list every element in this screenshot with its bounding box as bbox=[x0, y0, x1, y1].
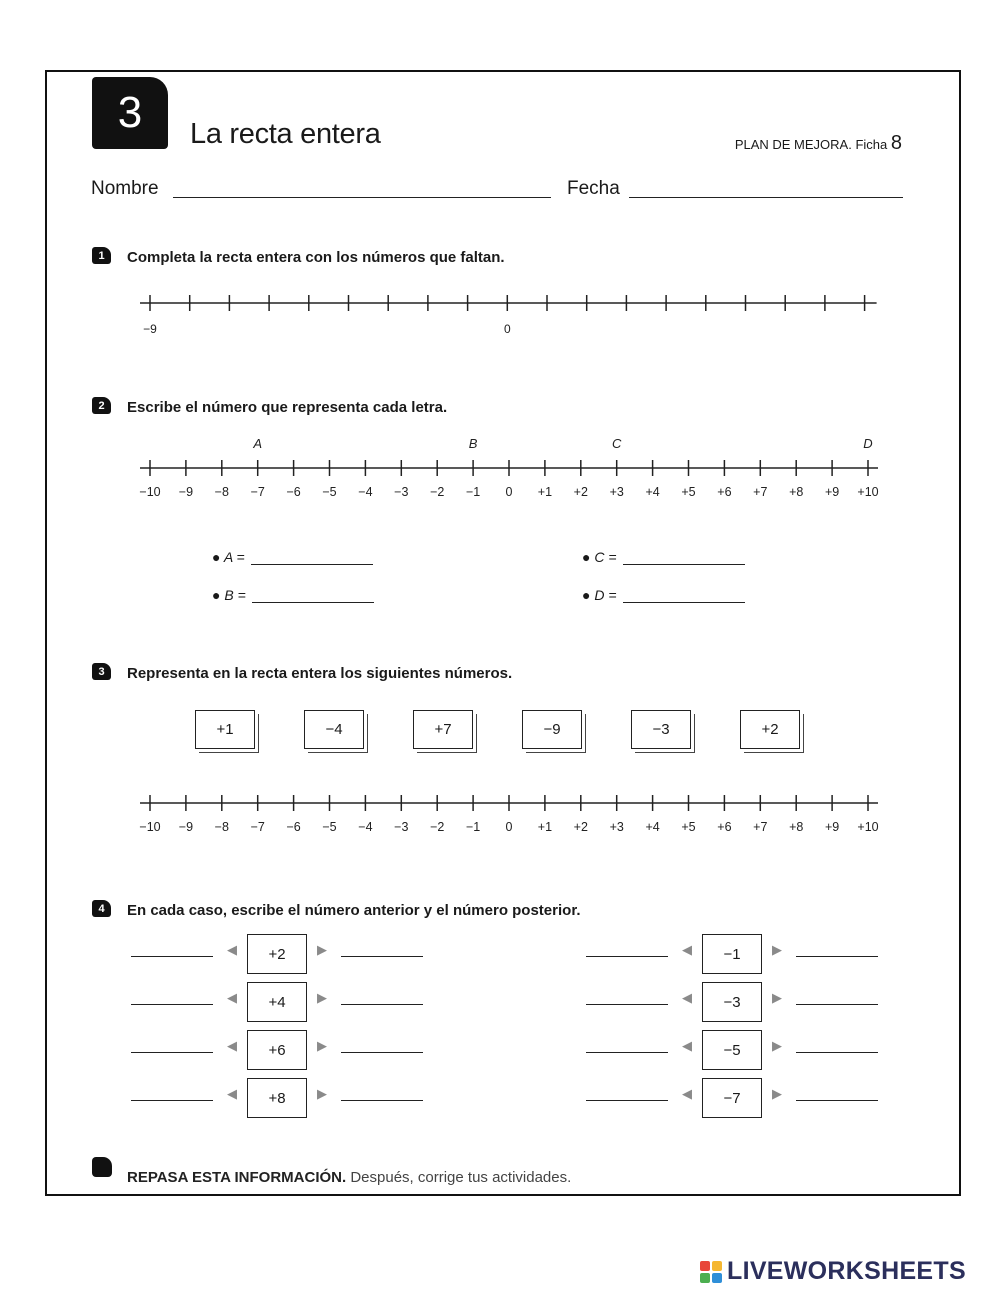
exercise-4-instruction: En cada caso, escribe el número anterior y el número posterior. bbox=[127, 902, 581, 919]
tick-label: +10 bbox=[857, 485, 879, 499]
tick-label: +2 bbox=[573, 485, 588, 499]
left-arrow-icon: ◀ bbox=[227, 1086, 237, 1101]
number-box-4[interactable]: −9 bbox=[522, 710, 582, 749]
right-arrow-icon: ▶ bbox=[772, 1038, 782, 1053]
number-box-5[interactable]: −3 bbox=[631, 710, 691, 749]
next-number-field[interactable] bbox=[341, 956, 423, 957]
number-box-6[interactable]: +2 bbox=[740, 710, 800, 749]
tick-label: +1 bbox=[537, 485, 553, 499]
previous-number-field[interactable] bbox=[131, 1004, 213, 1005]
plan-number: 8 bbox=[890, 132, 902, 154]
tick-label: +4 bbox=[645, 485, 660, 499]
brand-square bbox=[712, 1273, 722, 1283]
tick-label: −10 bbox=[139, 485, 161, 499]
chapter-number: 3 bbox=[117, 88, 143, 137]
right-arrow-icon: ▶ bbox=[317, 990, 327, 1005]
brand-square bbox=[700, 1261, 710, 1271]
center-number-box: +4 bbox=[247, 982, 307, 1022]
previous-number-field[interactable] bbox=[586, 956, 668, 957]
tick-label: +2 bbox=[573, 820, 588, 834]
left-row-1 bbox=[131, 934, 431, 974]
date-field[interactable] bbox=[629, 197, 903, 198]
brand-square bbox=[700, 1273, 710, 1283]
brand-grid-icon bbox=[700, 1261, 722, 1283]
previous-number-field[interactable] bbox=[586, 1004, 668, 1005]
previous-number-field[interactable] bbox=[586, 1100, 668, 1101]
answer-a: ● A = bbox=[212, 549, 373, 565]
tick-label: −9 bbox=[178, 820, 194, 834]
next-number-field[interactable] bbox=[796, 1004, 878, 1005]
tick-label: 0 bbox=[503, 322, 511, 336]
tick-label: −2 bbox=[430, 820, 445, 834]
left-arrow-icon: ◀ bbox=[682, 990, 692, 1005]
tick-label: −5 bbox=[322, 485, 337, 499]
tick-label: +8 bbox=[789, 820, 804, 834]
exercise-1-instruction: Completa la recta entera con los números que faltan. bbox=[127, 249, 505, 266]
tick-label: +7 bbox=[753, 820, 768, 834]
right-arrow-icon: ▶ bbox=[772, 1086, 782, 1101]
tick-label: +3 bbox=[609, 485, 624, 499]
left-arrow-icon: ◀ bbox=[227, 990, 237, 1005]
worksheet-frame bbox=[45, 70, 961, 1196]
date-label: Fecha bbox=[567, 178, 620, 199]
exercise-1-number: 1 bbox=[98, 249, 105, 262]
chapter-number-badge bbox=[92, 77, 168, 149]
left-row-2 bbox=[131, 982, 431, 1022]
name-label: Nombre bbox=[91, 178, 159, 199]
exercise-4-number: 4 bbox=[98, 902, 105, 915]
left-arrow-icon: ◀ bbox=[682, 1086, 692, 1101]
tick-label: +4 bbox=[645, 820, 660, 834]
right-arrow-icon: ▶ bbox=[772, 990, 782, 1005]
tick-label: −5 bbox=[322, 820, 337, 834]
tick-label: −8 bbox=[214, 485, 229, 499]
plan-label bbox=[735, 132, 902, 155]
next-number-field[interactable] bbox=[796, 1052, 878, 1053]
name-field[interactable] bbox=[173, 197, 551, 198]
tick-label: 0 bbox=[505, 485, 513, 499]
tick-label: +10 bbox=[857, 820, 879, 834]
review-bold: REPASA ESTA INFORMACIÓN. bbox=[127, 1169, 347, 1186]
tick-label: −1 bbox=[465, 820, 481, 834]
tick-label: −3 bbox=[394, 820, 409, 834]
tick-label: −3 bbox=[394, 485, 409, 499]
tick-label: −1 bbox=[465, 485, 481, 499]
tick-label: −9 bbox=[178, 485, 194, 499]
right-arrow-icon: ▶ bbox=[317, 1038, 327, 1053]
plan-text: PLAN DE MEJORA. Ficha bbox=[734, 137, 888, 152]
brand-logo bbox=[700, 1257, 966, 1286]
brand-square bbox=[712, 1261, 722, 1271]
next-number-field[interactable] bbox=[341, 1004, 423, 1005]
answer-c: ● C = bbox=[582, 549, 745, 565]
point-letter-b: B bbox=[468, 436, 478, 451]
tick-label: −8 bbox=[214, 820, 229, 834]
center-number-box: −7 bbox=[702, 1078, 762, 1118]
center-number-box: +8 bbox=[247, 1078, 307, 1118]
previous-number-field[interactable] bbox=[131, 1100, 213, 1101]
number-box-2[interactable]: −4 bbox=[304, 710, 364, 749]
tick-label: −7 bbox=[250, 820, 265, 834]
exercise-1-badge bbox=[92, 247, 111, 264]
exercise-4-badge bbox=[92, 900, 111, 917]
exercise-3-badge bbox=[92, 663, 111, 680]
review-note bbox=[127, 1169, 571, 1186]
tick-label: 0 bbox=[505, 820, 513, 834]
right-arrow-icon: ▶ bbox=[317, 1086, 327, 1101]
exercise-3-number: 3 bbox=[98, 665, 105, 678]
exercise-2-instruction: Escribe el número que representa cada letra. bbox=[127, 399, 448, 416]
tick-label: +6 bbox=[717, 485, 732, 499]
center-number-box: −5 bbox=[702, 1030, 762, 1070]
tick-label: −4 bbox=[358, 820, 373, 834]
left-arrow-icon: ◀ bbox=[227, 942, 237, 957]
left-arrow-icon: ◀ bbox=[682, 1038, 692, 1053]
tick-label: −9 bbox=[143, 322, 157, 336]
answer-c-field[interactable] bbox=[623, 564, 745, 565]
tick-label: −2 bbox=[430, 485, 445, 499]
right-row-3 bbox=[586, 1030, 886, 1070]
left-row-3 bbox=[131, 1030, 431, 1070]
review-icon bbox=[92, 1157, 112, 1177]
point-letter-a: A bbox=[253, 436, 263, 451]
tick-label: +7 bbox=[753, 485, 768, 499]
tick-label: −4 bbox=[358, 485, 373, 499]
tick-label: −10 bbox=[139, 820, 161, 834]
answer-b-field[interactable] bbox=[252, 602, 374, 603]
answer-a-label: A = bbox=[223, 549, 245, 565]
tick-label: +1 bbox=[537, 820, 553, 834]
exercise-2-badge bbox=[92, 397, 111, 414]
review-text: Después, corrige tus actividades. bbox=[350, 1169, 572, 1186]
answer-d-field[interactable] bbox=[623, 602, 745, 603]
tick-label: −6 bbox=[286, 485, 301, 499]
answer-b: ● B = bbox=[212, 587, 374, 603]
tick-label: +9 bbox=[824, 820, 840, 834]
tick-label: +3 bbox=[609, 820, 624, 834]
tick-label: +9 bbox=[824, 485, 840, 499]
previous-number-field[interactable] bbox=[131, 956, 213, 957]
answer-b-label: B = bbox=[224, 587, 246, 603]
previous-number-field[interactable] bbox=[131, 1052, 213, 1053]
point-letter-d: D bbox=[863, 436, 873, 451]
number-line-2 bbox=[47, 432, 961, 512]
right-row-2 bbox=[586, 982, 886, 1022]
answer-d: ● D = bbox=[582, 587, 745, 603]
next-number-field[interactable] bbox=[796, 1100, 878, 1101]
tick-label: +6 bbox=[717, 820, 732, 834]
answer-c-label: C = bbox=[594, 549, 617, 565]
exercise-3-instruction: Representa en la recta entera los siguientes números. bbox=[127, 665, 513, 682]
brand-name: LIVEWORKSHEETS bbox=[727, 1257, 966, 1285]
number-box-3[interactable]: +7 bbox=[413, 710, 473, 749]
center-number-box: +6 bbox=[247, 1030, 307, 1070]
number-line-1[interactable] bbox=[47, 287, 961, 347]
right-arrow-icon: ▶ bbox=[317, 942, 327, 957]
tick-label: +8 bbox=[789, 485, 804, 499]
number-line-3[interactable] bbox=[47, 787, 961, 847]
left-row-4 bbox=[131, 1078, 431, 1118]
next-number-field[interactable] bbox=[341, 1052, 423, 1053]
left-arrow-icon: ◀ bbox=[227, 1038, 237, 1053]
tick-label: −7 bbox=[250, 485, 265, 499]
right-row-1 bbox=[586, 934, 886, 974]
right-row-4 bbox=[586, 1078, 886, 1118]
answer-d-label: D = bbox=[594, 587, 617, 603]
tick-label: +5 bbox=[681, 820, 696, 834]
center-number-box: +2 bbox=[247, 934, 307, 974]
center-number-box: −1 bbox=[702, 934, 762, 974]
answer-a-field[interactable] bbox=[251, 564, 373, 565]
number-box-1[interactable]: +1 bbox=[195, 710, 255, 749]
point-letter-c: C bbox=[612, 436, 622, 451]
next-number-field[interactable] bbox=[796, 956, 878, 957]
tick-label: −6 bbox=[286, 820, 301, 834]
left-arrow-icon: ◀ bbox=[682, 942, 692, 957]
next-number-field[interactable] bbox=[341, 1100, 423, 1101]
exercise-2-number: 2 bbox=[98, 399, 105, 412]
page-title: La recta entera bbox=[190, 118, 381, 150]
previous-number-field[interactable] bbox=[586, 1052, 668, 1053]
center-number-box: −3 bbox=[702, 982, 762, 1022]
right-arrow-icon: ▶ bbox=[772, 942, 782, 957]
tick-label: +5 bbox=[681, 485, 696, 499]
